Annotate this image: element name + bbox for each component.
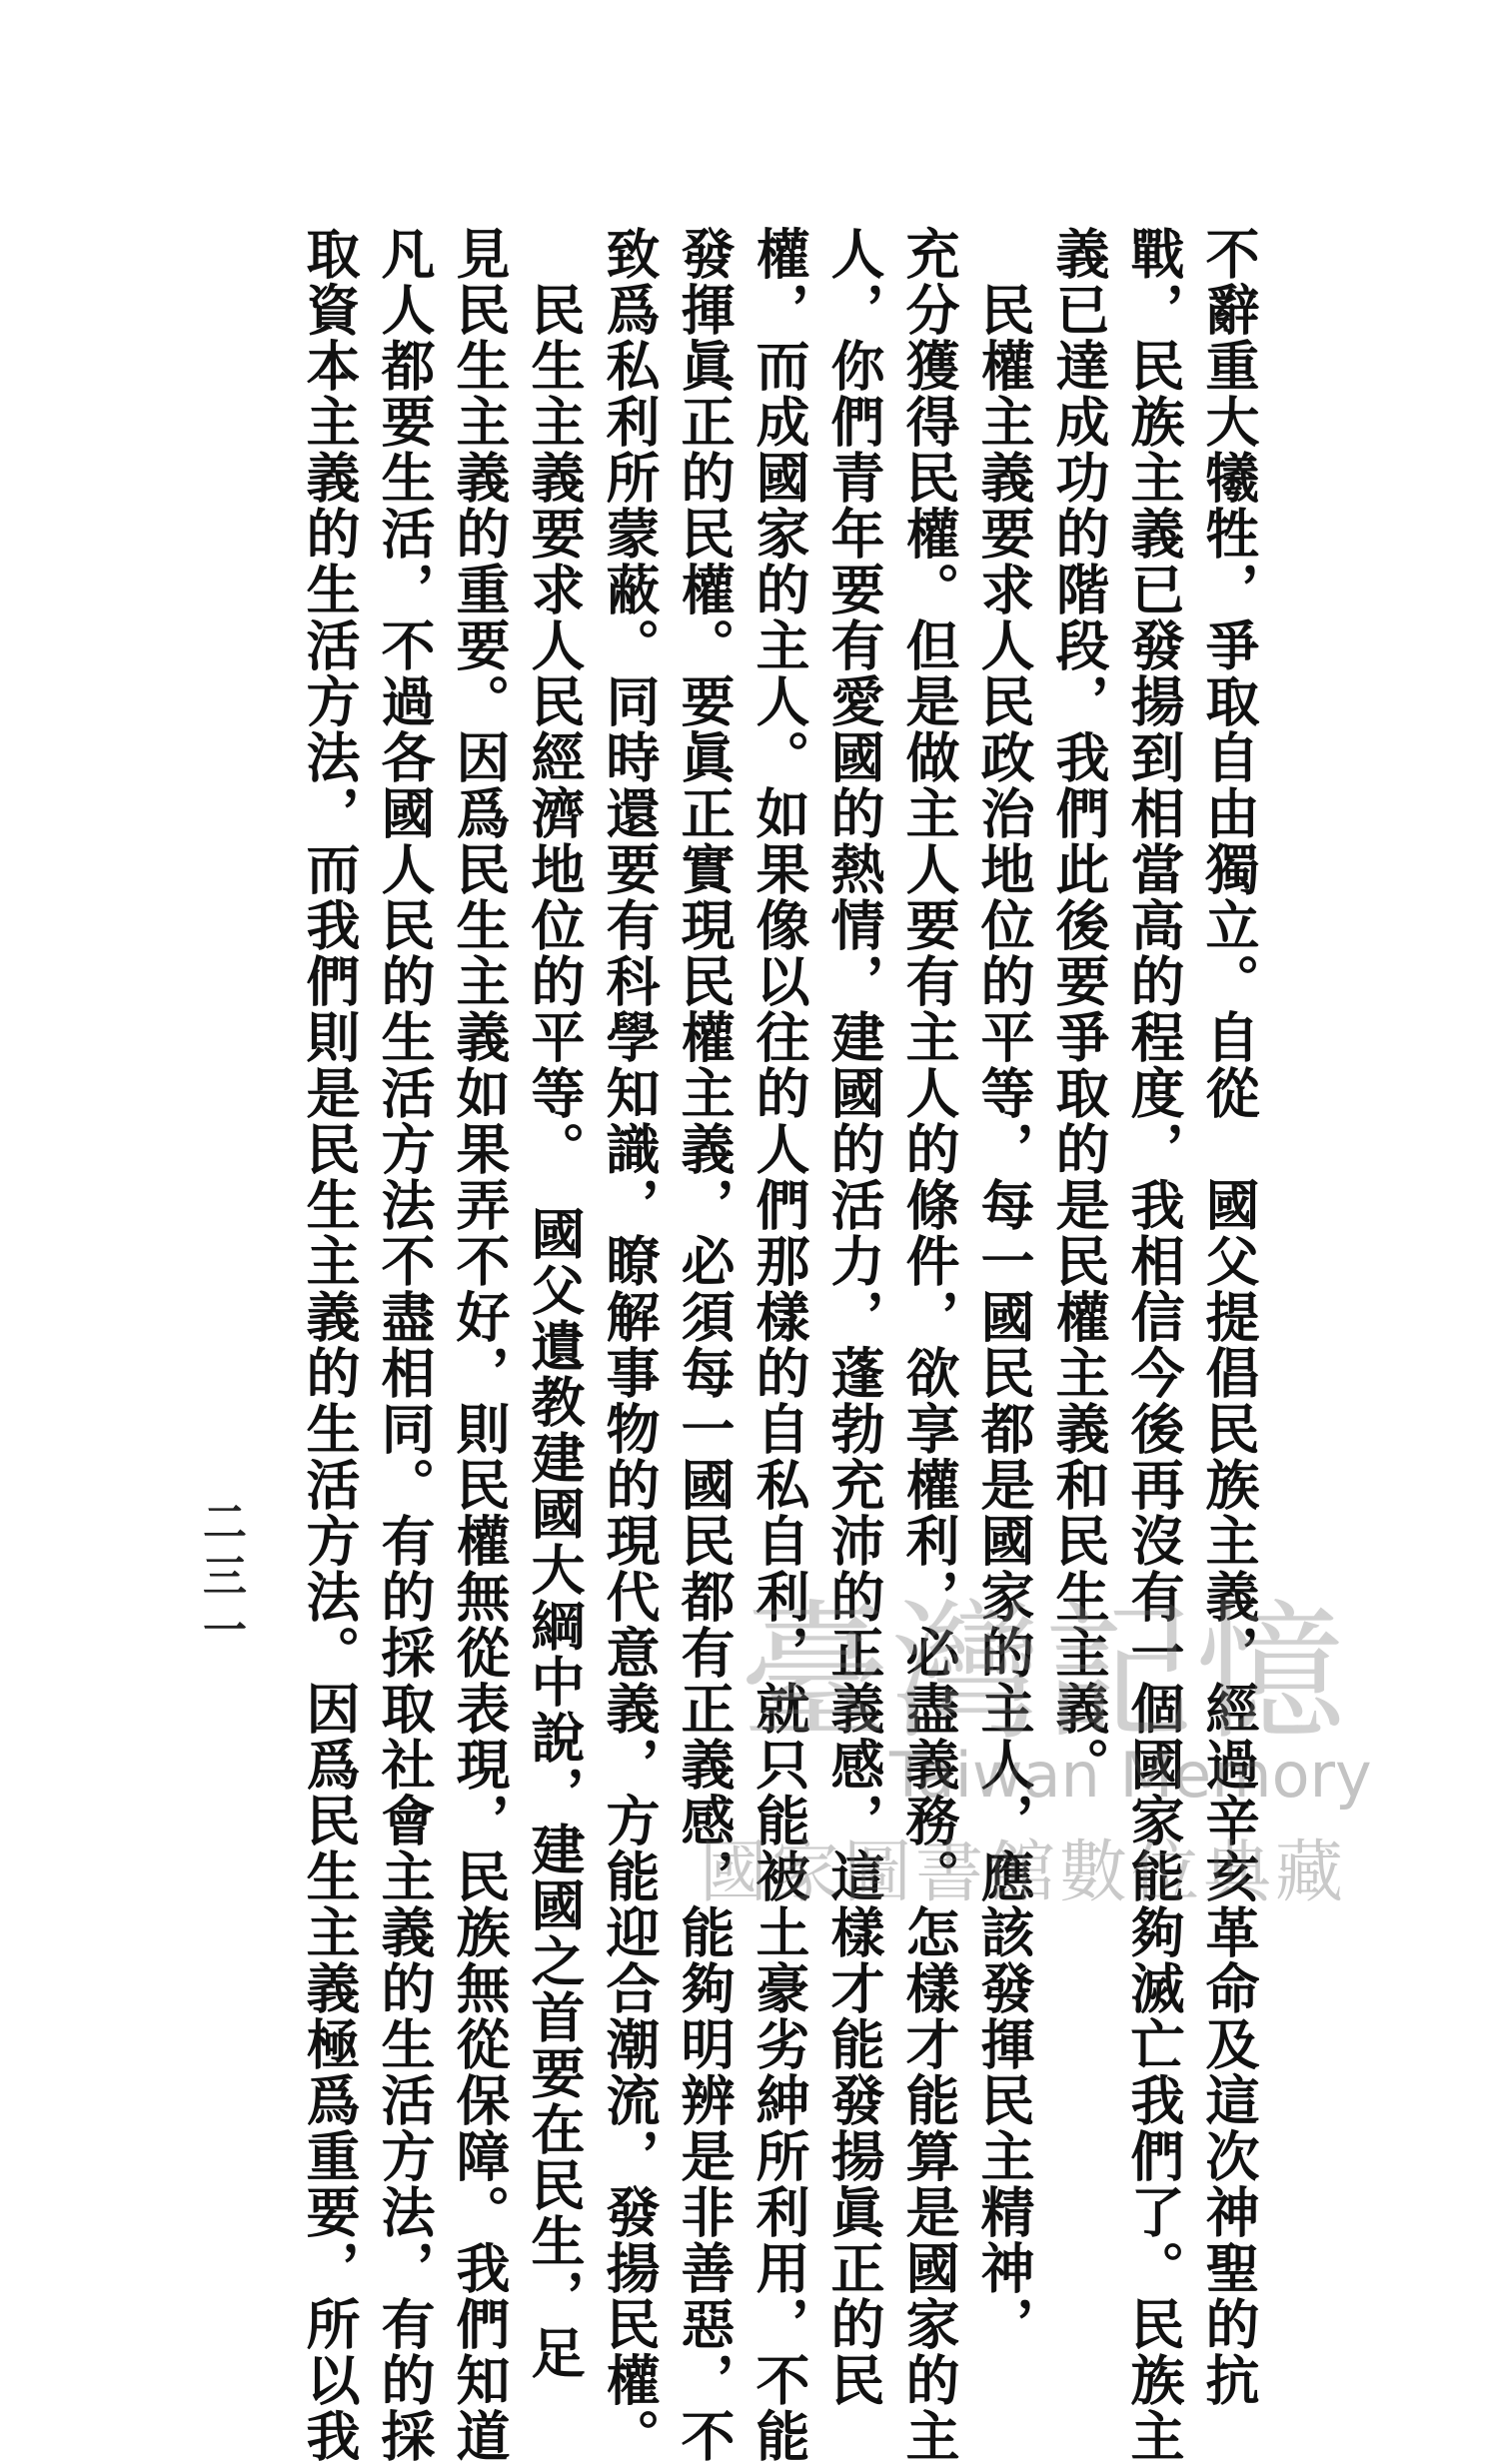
text-line-12: 凡人都要生活，不過各國人民的生活方法不盡相同。有的採取社會主義的生活方法，有的採 [373, 226, 437, 2464]
text-line-2: 戰，民族主義已發揚到相當高的程度，我相信今後再沒有一個國家能夠滅亡我們了。民族主 [1122, 226, 1186, 2464]
text-line-13: 取資本主義的生活方法，而我們則是民生主義的生活方法。因爲民生主義極爲重要，所以我 [298, 226, 362, 2464]
text-line-3: 義已達成功的階段，我們此後要爭取的是民權主義和民生主義。 [1047, 226, 1111, 1793]
text-line-1: 不辭重大犧牲，爭取自由獨立。自從 國父提倡民族主義，經過辛亥革命及這次神聖的抗 [1197, 226, 1261, 2408]
text-line-6: 人，你們青年要有愛國的熱情，建國的活力，蓬勃充沛的正義感，這樣才能發揚眞正的民 [822, 226, 886, 2408]
text-line-5: 充分獲得民權。但是做主人要有主人的條件，欲享權利，必盡義務。怎樣才能算是國家的主 [897, 226, 961, 2464]
page-number: 二三一 [195, 1499, 246, 1661]
watermark-subtitle: 國家圖書館數位典藏 [700, 1834, 1348, 1912]
text-line-4: 民權主義要求人民政治地位的平等，每一國民都是國家的主人，應該發揮民主精神， [972, 226, 1036, 2352]
watermark-title: 臺灣記憶 [740, 1587, 1348, 1761]
text-line-7: 權，而成國家的主人。如果像以往的人們那樣的自私自利，就只能被土豪劣紳所利用，不能 [748, 226, 811, 2464]
text-line-8: 發揮眞正的民權。要眞正實現民權主義，必須每一國民都有正義感，能夠明辨是非善惡，不 [673, 226, 737, 2464]
text-line-11: 見民生主義的重要。因爲民生主義如果弄不好，則民權無從表現，民族無從保障。我們知道 [448, 226, 512, 2464]
text-line-10: 民生主義要求人民經濟地位的平等。 國父遺教建國大綱中說，建國之首要在民生，足 [523, 226, 587, 2381]
text-line-9: 致爲私利所蒙蔽。同時還要有科學知識，瞭解事物的現代意義，方能迎合潮流，發揚民權。 [598, 226, 662, 2464]
vertical-text-block [247, 226, 1266, 2464]
watermark-english: Taiwan Memory [889, 1739, 1372, 1812]
